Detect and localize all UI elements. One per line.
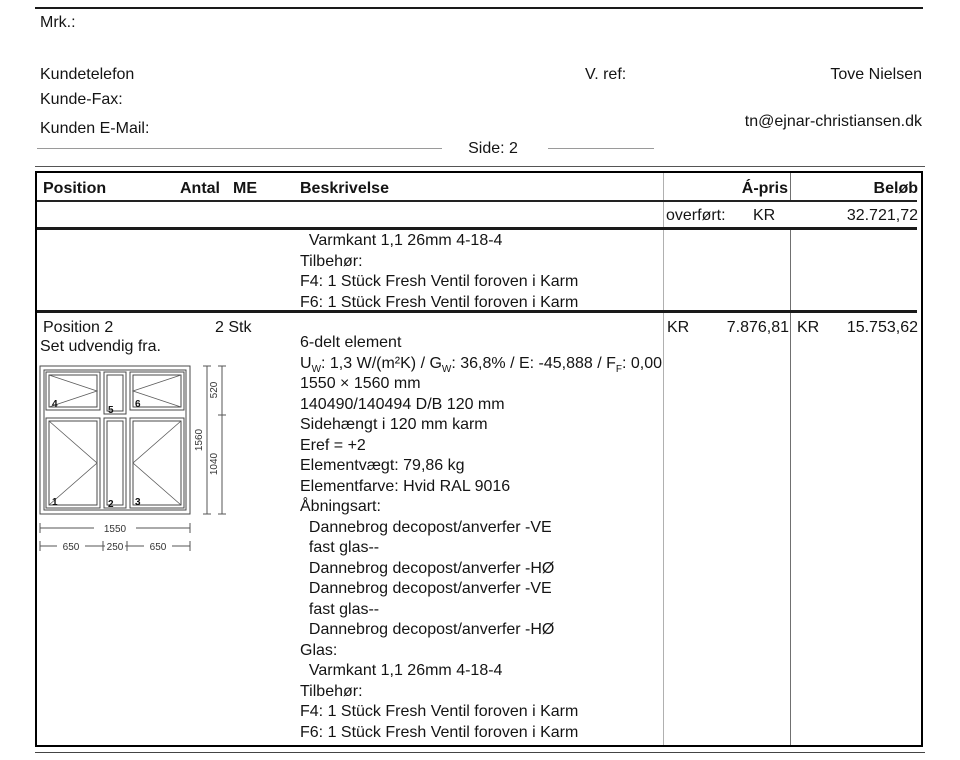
top-rule xyxy=(35,7,923,9)
carryover-label: overført: xyxy=(666,207,726,224)
text-line: Tilbehør: xyxy=(300,252,363,270)
window-drawing xyxy=(38,362,238,562)
continuation-lines xyxy=(300,231,578,313)
quote-table xyxy=(35,171,923,747)
position2-description xyxy=(300,333,740,743)
text-line: Glas: xyxy=(300,641,338,659)
customer-email-label: Kunden E-Mail: xyxy=(40,120,150,137)
col-apris: Á-pris xyxy=(741,180,788,197)
text-line: fast glas-- xyxy=(300,539,380,556)
table-bottom-outer-rule xyxy=(35,752,925,753)
position2-apris-currency: KR xyxy=(667,319,690,336)
text-line: 140490/140494 D/B 120 mm xyxy=(300,395,505,413)
position2-belob-currency: KR xyxy=(797,319,820,336)
dim-width-right: 650 xyxy=(149,542,167,553)
text-line: F4: 1 Stück Fresh Ventil foroven i Karm xyxy=(300,703,579,720)
position2-qty: 2 Stk xyxy=(215,319,252,336)
pane-number-6: 6 xyxy=(135,399,141,410)
position2-title: Position 2 xyxy=(43,319,114,336)
vref-label: V. ref: xyxy=(585,66,627,83)
col-antal: Antal xyxy=(180,180,220,197)
pane-number-5: 5 xyxy=(108,405,114,416)
pane-number-3: 3 xyxy=(135,497,141,508)
dim-height-total: 1560 xyxy=(194,428,205,452)
text-line: F6: 1 Stück Fresh Ventil foroven i Karm xyxy=(300,293,579,311)
text-line: Dannebrog decopost/anverfer -HØ xyxy=(300,559,555,577)
dim-width-mid: 250 xyxy=(106,542,124,553)
position2-top-rule xyxy=(37,310,917,313)
dim-width-total: 1550 xyxy=(103,524,127,535)
text-line: F6: 1 Stück Fresh Ventil foroven i Karm xyxy=(300,723,579,741)
text-line: Dannebrog decopost/anverfer -VE xyxy=(300,580,552,597)
pane-number-1: 1 xyxy=(52,497,58,508)
customer-email-value: tn@ejnar-christiansen.dk xyxy=(744,113,922,130)
dim-height-top: 520 xyxy=(209,381,220,399)
column-divider-apris-belob-header xyxy=(790,173,791,200)
text-line: Elementfarve: Hvid RAL 9016 xyxy=(300,477,511,495)
position2-apris-amount: 7.876,81 xyxy=(726,319,789,336)
text-line: Eref = +2 xyxy=(300,436,366,454)
customer-phone-label: Kundetelefon xyxy=(40,66,135,83)
side-divider-right xyxy=(548,148,654,149)
text-line: 1550 × 1560 mm xyxy=(300,375,421,392)
col-me: ME xyxy=(233,180,257,197)
carryover-currency: KR xyxy=(753,207,776,224)
customer-fax-label: Kunde-Fax: xyxy=(40,91,123,108)
table-top-outer-rule xyxy=(35,166,925,167)
side-divider-left xyxy=(37,148,442,149)
page-number: Side: 2 xyxy=(468,140,518,157)
col-beskrivelse: Beskrivelse xyxy=(300,180,389,197)
text-line: fast glas-- xyxy=(300,600,380,618)
text-line: Sidehængt i 120 mm karm xyxy=(300,416,488,433)
dim-height-bottom: 1040 xyxy=(209,452,220,476)
position2-belob-amount: 15.753,62 xyxy=(846,319,918,336)
carryover-rule xyxy=(37,227,917,230)
text-line: $U_W$: 1,3 $W/(m^2K) / G_W$: 36,8% / E: $-45,888 / F_F$: 0,00 xyxy=(300,354,663,375)
vref-value: Tove Nielsen xyxy=(830,66,922,83)
text-line: Varmkant 1,1 26mm 4-18-4 xyxy=(300,232,503,249)
text-line: Tilbehør: xyxy=(300,682,363,700)
view-direction-label: Set udvendig fra. xyxy=(40,338,161,355)
col-position: Position xyxy=(43,180,107,197)
opening-direction-marks xyxy=(49,375,181,505)
dim-width-left: 650 xyxy=(62,542,80,553)
carryover-amount: 32.721,72 xyxy=(846,207,918,224)
text-line: Dannebrog decopost/anverfer -VE xyxy=(300,518,552,536)
col-belob: Beløb xyxy=(873,180,918,197)
text-line: Elementvægt: 79,86 kg xyxy=(300,457,465,474)
header-row-rule xyxy=(37,200,917,202)
text-line: Dannebrog decopost/anverfer -HØ xyxy=(300,621,555,638)
pane-number-2: 2 xyxy=(108,499,114,510)
pane-number-4: 4 xyxy=(52,399,58,410)
column-divider-apris-belob xyxy=(790,227,791,745)
mrk-label: Mrk.: xyxy=(40,14,76,31)
text-line: Varmkant 1,1 26mm 4-18-4 xyxy=(300,662,503,679)
text-line: Åbningsart: xyxy=(300,498,381,515)
text-line: F4: 1 Stück Fresh Ventil foroven i Karm xyxy=(300,273,579,290)
text-line: 6-delt element xyxy=(300,334,402,351)
